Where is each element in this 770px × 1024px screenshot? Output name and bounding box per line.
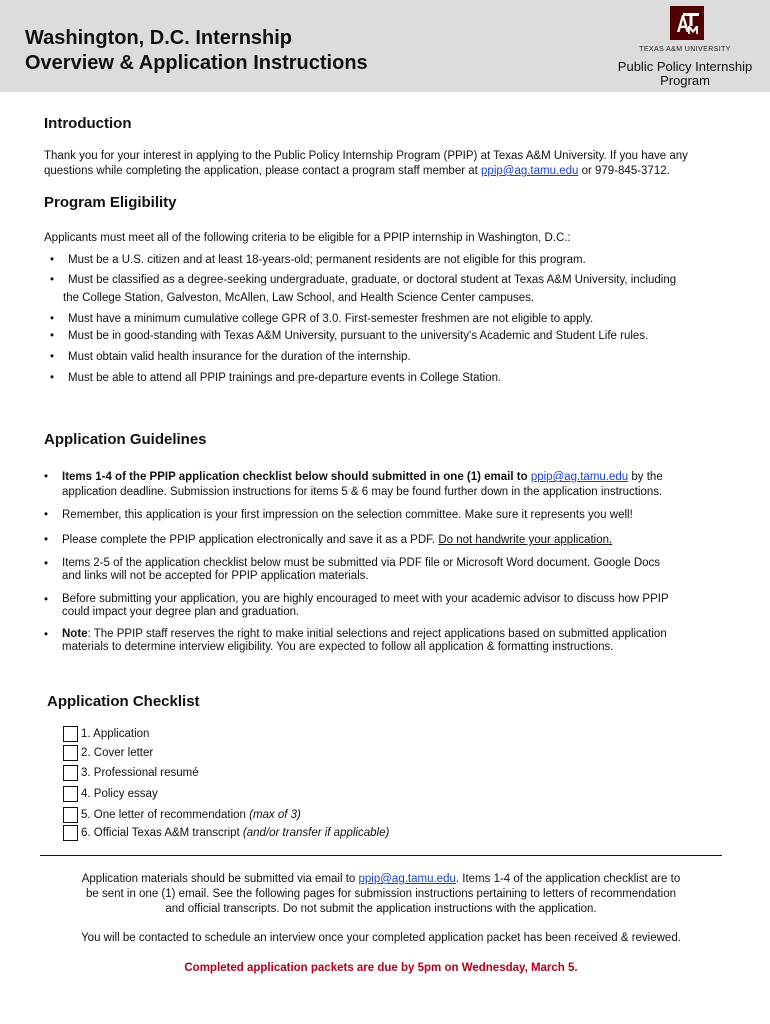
checkbox[interactable]: [63, 726, 78, 742]
checkbox[interactable]: [63, 786, 78, 802]
guideline-6-line-1: : The PPIP staff reserves the right to make initial selections and reject applications based on submitted application: [87, 628, 667, 640]
guideline-3b: Do not handwrite your application.: [438, 534, 613, 546]
intro-line-2: [44, 164, 744, 179]
intro-line-1: Thank you for your interest in applying to the Public Policy Internship Program (PPIP) at Texas A&M University. If you have any: [44, 150, 688, 162]
header-band: [0, 0, 770, 92]
title-line-1: Washington, D.C. Internship: [25, 27, 293, 49]
intro-email-link[interactable]: ppip@ag.tamu.edu: [481, 165, 579, 177]
guideline-4-line-2: and links will not be accepted for PPIP application materials.: [62, 570, 369, 582]
guideline-5-line-2: could impact your degree plan and graduation.: [62, 606, 300, 618]
program-name-line-2: Program: [660, 73, 710, 88]
guideline-5-line-1: Before submitting your application, you are highly encouraged to meet with your academic advisor to discuss how PPIP: [62, 593, 669, 605]
guideline-4-line-1: Items 2-5 of the application checklist below must be submitted via PDF file or Microsoft Word document. Google Docs: [62, 557, 661, 569]
list-item-continued: the College Station, Galveston, McAllen, Law School, and Health Science Center campuses.: [63, 292, 535, 304]
checkbox[interactable]: [63, 807, 78, 823]
eligibility-lead: Applicants must meet all of the following criteria to be eligible for a PPIP internship in Washington, D.C.:: [44, 232, 571, 244]
checkbox[interactable]: [63, 825, 78, 841]
guideline-6-bold: Note: [62, 628, 88, 640]
guideline-1-line-2: application deadline. Submission instructions for items 5 & 6 may be found further down in the application instructions.: [62, 486, 663, 498]
guideline-1-tail: by the: [628, 471, 663, 483]
intro-line-2b: or 979-845-3712.: [578, 165, 670, 177]
atm-logo-icon: [670, 6, 704, 40]
submission-note: Application materials should be submitted via email to ppip@ag.tamu.edu. Items 1-4 of the application checklist are to be sent in one (1) email. See the following pages for submission instructions pertaining to letters of recommendation and official transcripts. Do not submit the application instructions with the application.: [81, 873, 681, 915]
guideline-3a: Please complete the PPIP application electronically and save it as a PDF.: [62, 534, 439, 546]
intro-line-2a: questions while completing the application, please contact a program staff member at: [44, 165, 482, 177]
intro-text: [44, 149, 744, 179]
footer-email-link[interactable]: ppip@ag.tamu.edu: [358, 873, 456, 885]
guideline-6-line-2: materials to determine interview eligibility. You are expected to follow all application & formatting instructions.: [62, 641, 614, 653]
checkbox[interactable]: [63, 745, 78, 761]
university-name: TEXAS A&M UNIVERSITY: [639, 46, 731, 53]
program-name-line-1: Public Policy Internship: [617, 59, 753, 74]
page-title: [25, 26, 368, 76]
deadline-notice: Completed application packets are due by 5pm on Wednesday, March 5.: [184, 962, 578, 974]
divider: [40, 855, 722, 856]
guideline-1-bold: Items 1-4 of the PPIP application checklist below should submitted in one (1) email to: [62, 471, 531, 483]
interview-note: You will be contacted to schedule an interview once your completed application packet has been received & reviewed.: [81, 932, 681, 944]
checkbox[interactable]: [63, 765, 78, 781]
eligibility-heading: Program Eligibility: [44, 194, 177, 211]
title-line-2: Overview & Application Instructions: [25, 52, 368, 74]
checklist-heading: Application Checklist: [47, 693, 200, 710]
intro-heading: Introduction: [44, 115, 132, 132]
guideline-email-link[interactable]: ppip@ag.tamu.edu: [530, 471, 629, 483]
guidelines-heading: Application Guidelines: [44, 431, 207, 448]
